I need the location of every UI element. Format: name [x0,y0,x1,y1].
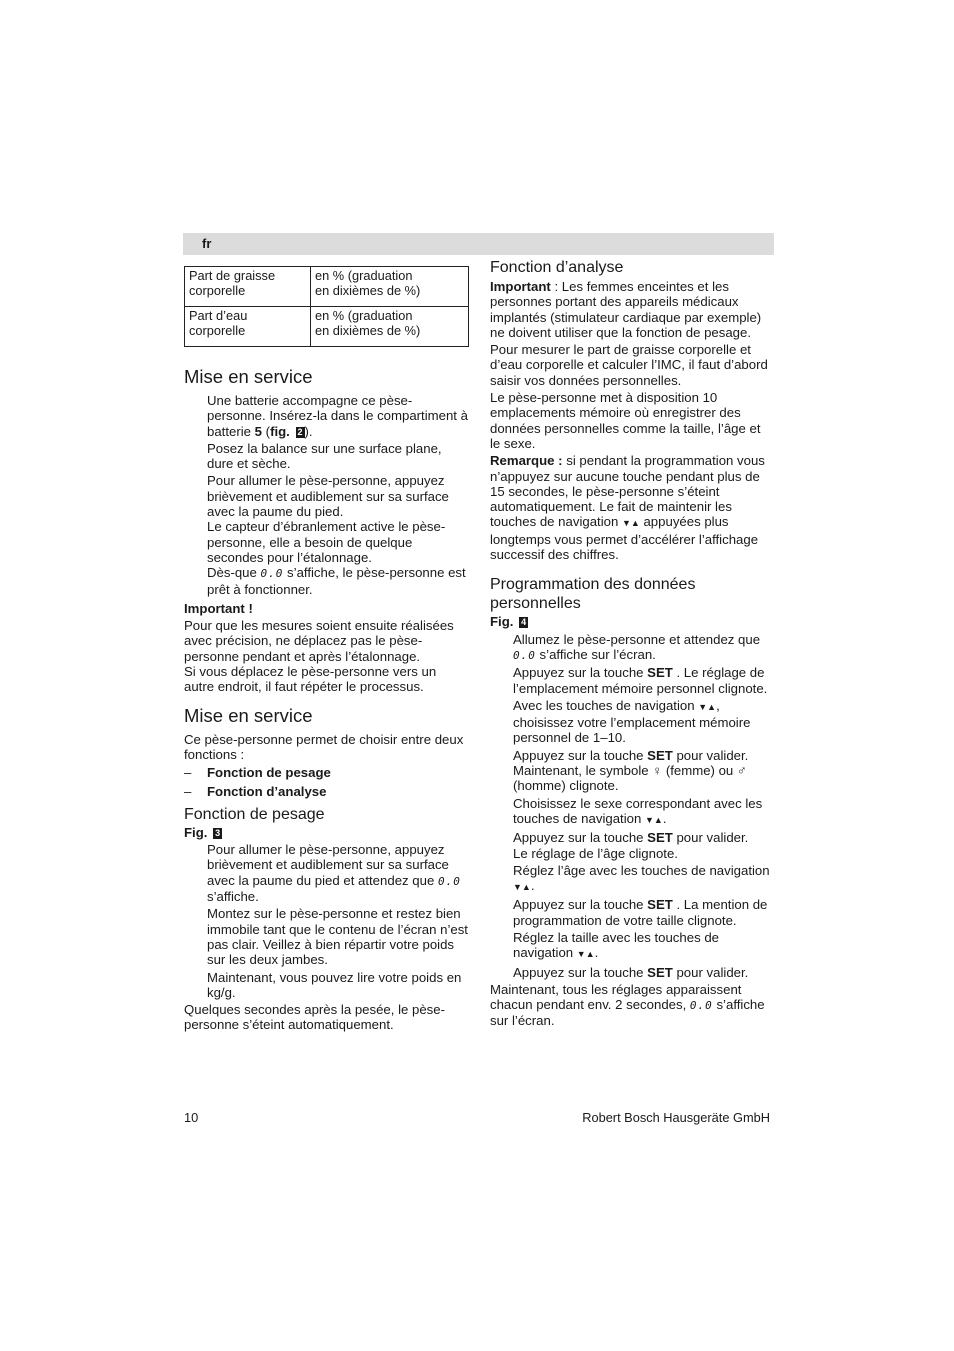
spec-table [184,266,469,347]
display-zero-icon: 0.0 [260,567,284,581]
section-title-analysis: Fonction d’analyse [490,259,624,276]
paragraph: Choisissez le sexe correspondant avec les touches de navigation ▼▲. [513,795,763,826]
paragraph: Si vous déplacez le pèse-personne vers un autre endroit, il faut répéter le processus. [184,664,437,695]
figure-number-badge: 2 [297,426,303,437]
paragraph: Appuyez sur la touche SET pour valider. [513,964,749,980]
paragraph: Remarque : si pendant la programmation vous n’appuyez sur aucune touche pendant plus de 15 secondes, le pèse-personne s’éteint automatiquement. Le fait de maintenir les touches de navigation ▼▲ appuyées plus longtemps vous permet d’accélérer l’affichage successif des chiffres. [490,453,765,563]
language-code: fr [202,236,212,251]
table-cell-value: en % (graduation en dixièmes de %) [311,267,469,307]
list-item: – Fonction de pesage [184,765,331,781]
figure-ref: Fig. 3 [184,824,221,840]
left-column [184,266,468,1033]
paragraph: Appuyez sur la touche SET . La mention de programmation de votre taille clignote. [513,897,768,928]
paragraph: Une batterie accompagne ce pèse-personne. Insérez-la dans le compartiment à batterie 5 (fig. 2 ). [207,393,468,439]
table-cell-label: Part d’eau corporelle [185,307,311,347]
nav-arrows-icon: ▼▲ [621,518,640,529]
table-row [185,267,469,307]
paragraph: Le pèse-personne met à disposition 10 emplacements mémoire où enregistrer des données personnelles comme la taille, l’âge et le sexe. [490,390,761,451]
paragraph: Appuyez sur la touche SET . Le réglage de l’emplacement mémoire personnel clignote. [513,665,768,696]
section-title-setup: Mise en service [184,366,313,387]
paragraph: Allumez le pèse-personne et attendez que 0.0 s’affiche sur l’écran. [513,631,761,662]
table-cell-value: en % (graduation en dixièmes de %) [311,307,469,347]
display-zero-icon: 0.0 [689,999,713,1013]
female-symbol-icon: ♀ [652,763,663,779]
nav-arrows-icon: ▼▲ [698,701,717,712]
paragraph: Important : Les femmes enceintes et les personnes portant des appareils médicaux implantés (stimulateur cardiaque par exemple) ne doivent utiliser que la fonction de pesage. [490,279,762,340]
paragraph: Appuyez sur la touche SET pour valider. [513,830,749,846]
male-symbol-icon: ♂ [736,763,747,779]
paragraph: Posez la balance sur une surface plane, dure et sèche. [207,440,442,472]
nav-arrows-icon: ▼▲ [513,882,531,893]
display-zero-icon: 0.0 [513,648,536,662]
language-header-band [183,233,774,255]
footer-company: Robert Bosch Hausgeräte GmbH [582,1110,770,1125]
paragraph: Avec les touches de navigation ▼▲, choisissez votre l’emplacement mémoire personnel de 1–10. [513,697,751,746]
section-title-programming: Programmation des données personnelles [490,576,696,613]
paragraph: Maintenant, le symbole ♀ (femme) ou ♂ (homme) clignote. [513,763,747,794]
paragraph: Montez sur le pèse-personne et restez bien immobile tant que le contenu de l’écran n’est pas clair. Veillez à bien répartir votre poids sur les deux jambes. [207,906,468,968]
paragraph: Ce pèse-personne permet de choisir entre deux fonctions : [184,731,464,762]
nav-arrows-icon: ▼▲ [576,949,595,960]
paragraph: Pour allumer le pèse-personne, appuyez brièvement et audiblement sur sa surface avec la paume du pied. [207,473,449,520]
paragraph: Réglez l’âge avec les touches de navigation ▼▲. [513,862,770,894]
page-number: 10 [184,1110,199,1125]
section-title-weighing: Fonction de pesage [184,805,325,823]
paragraph: Réglez la taille avec les touches de navigation ▼▲. [513,929,719,961]
figure-ref: Fig. 4 [490,614,527,630]
paragraph: Le réglage de l’âge clignote. [513,845,678,861]
important-label: Important ! [184,600,253,616]
nav-arrows-icon: ▼▲ [644,814,663,825]
paragraph: Le capteur d’ébranlement active le pèse-personne, elle a besoin de quelque secondes pour l’étalonnage. [207,519,446,565]
display-zero-icon: 0.0 [437,874,461,888]
paragraph: Maintenant, tous les réglages apparaissent chacun pendant env. 2 secondes, 0.0 s’affiche sur l’écran. [490,981,765,1029]
paragraph: Pour mesurer le part de graisse corporelle et d’eau corporelle et calculer l’IMC, il faut d’abord saisir vos données personnelles. [490,342,768,388]
paragraph: Pour allumer le pèse-personne, appuyez brièvement et audiblement sur sa surface avec la paume du pied et attendez que 0.0 s’affiche. [207,842,461,905]
right-column [490,258,774,1029]
paragraph: Appuyez sur la touche SET pour valider. [513,747,749,763]
paragraph: Pour que les mesures soient ensuite réalisées avec précision, ne déplacez pas le pèse-personne pendant et après l’étalonnage. [184,618,454,664]
section-title-setup-2: Mise en service [184,704,313,726]
paragraph: Quelques secondes après la pesée, le pèse-personne s’éteint automatiquement. [184,1002,445,1033]
paragraph: Maintenant, vous pouvez lire votre poids en kg/g. [207,969,462,1000]
table-row [185,307,469,347]
paragraph: Dès-que 0.0 s’affiche, le pèse-personne est prêt à fonctionner. [207,565,466,597]
table-cell-label: Part de graisse corporelle [185,267,311,307]
list-item: – Fonction d’analyse [184,783,327,799]
